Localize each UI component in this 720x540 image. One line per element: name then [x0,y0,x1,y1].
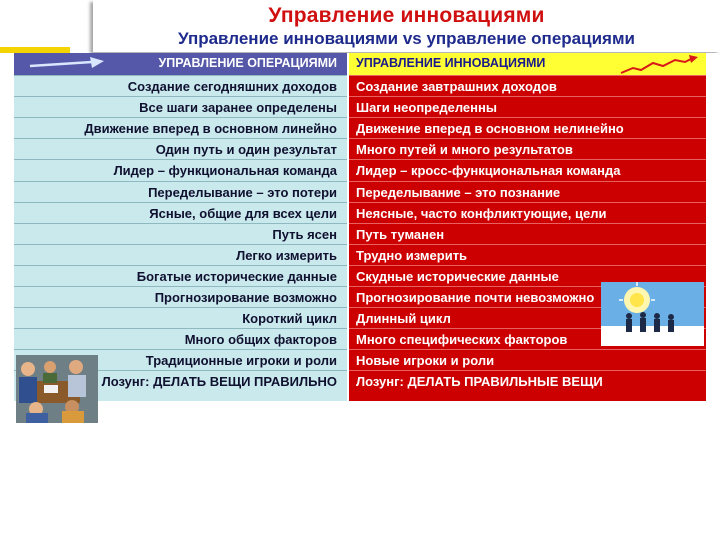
innovation-row: Путь туманен [356,227,445,242]
operations-row: Легко измерить [236,248,337,263]
innovation-row: Неясные, часто конфликтующие, цели [356,206,607,221]
slide-title: Управление инновациями [268,4,545,27]
operations-row: Ясные, общие для всех цели [149,206,337,221]
operations-header-label: УПРАВЛЕНИЕ ОПЕРАЦИЯМИ [158,56,337,70]
operations-row: Короткий цикл [242,311,337,326]
operations-row: Традиционные игроки и роли [145,353,337,368]
innovation-row: Шаги неопределенны [356,100,497,115]
innovation-header-label: УПРАВЛЕНИЕ ИННОВАЦИЯМИ [356,56,546,70]
innovation-header [349,53,706,75]
operations-row: Лозунг: ДЕЛАТЬ ВЕЩИ ПРАВИЛЬНО [101,374,337,389]
operations-row: Прогнозирование возможно [154,290,337,305]
innovation-row: Лидер – кросс-функциональная команда [356,163,621,178]
operations-row: Много общих факторов [184,332,337,347]
comparison-table [2,53,718,401]
trend-up-icon [619,55,699,75]
operations-row: Путь ясен [272,227,337,242]
innovation-row: Переделывание – это познание [356,185,561,200]
innovation-row: Прогнозирование почти невозможно [356,290,595,305]
innovation-row: Лозунг: ДЕЛАТЬ ПРАВИЛЬНЫЕ ВЕЩИ [356,374,603,389]
operations-row: Богатые исторические данные [136,269,337,284]
operations-row: Создание сегодняшних доходов [127,79,337,94]
innovation-row: Много путей и много результатов [356,142,573,157]
operations-row: Переделывание – это потери [148,185,337,200]
innovation-row: Движение вперед в основном нелинейно [356,121,624,136]
operations-row: Все шаги заранее определены [139,100,337,115]
innovation-row: Длинный цикл [356,311,451,326]
team-illustration [601,282,704,346]
meeting-illustration [16,355,98,423]
operations-header [14,53,347,75]
operations-row: Лидер – функциональная команда [113,163,337,178]
slide-subtitle: Управление инновациями vs управление операциями [178,29,635,48]
operations-row: Движение вперед в основном линейно [84,121,337,136]
innovation-row: Скудные исторические данные [356,269,559,284]
operations-row: Один путь и один результат [155,142,337,157]
innovation-row: Трудно измерить [356,248,468,263]
innovation-column [349,53,706,401]
innovation-row: Много специфических факторов [356,332,568,347]
slide-header [93,0,720,52]
innovation-row: Новые игроки и роли [356,353,495,368]
operations-column [14,53,347,401]
innovation-row: Создание завтрашних доходов [356,79,557,94]
